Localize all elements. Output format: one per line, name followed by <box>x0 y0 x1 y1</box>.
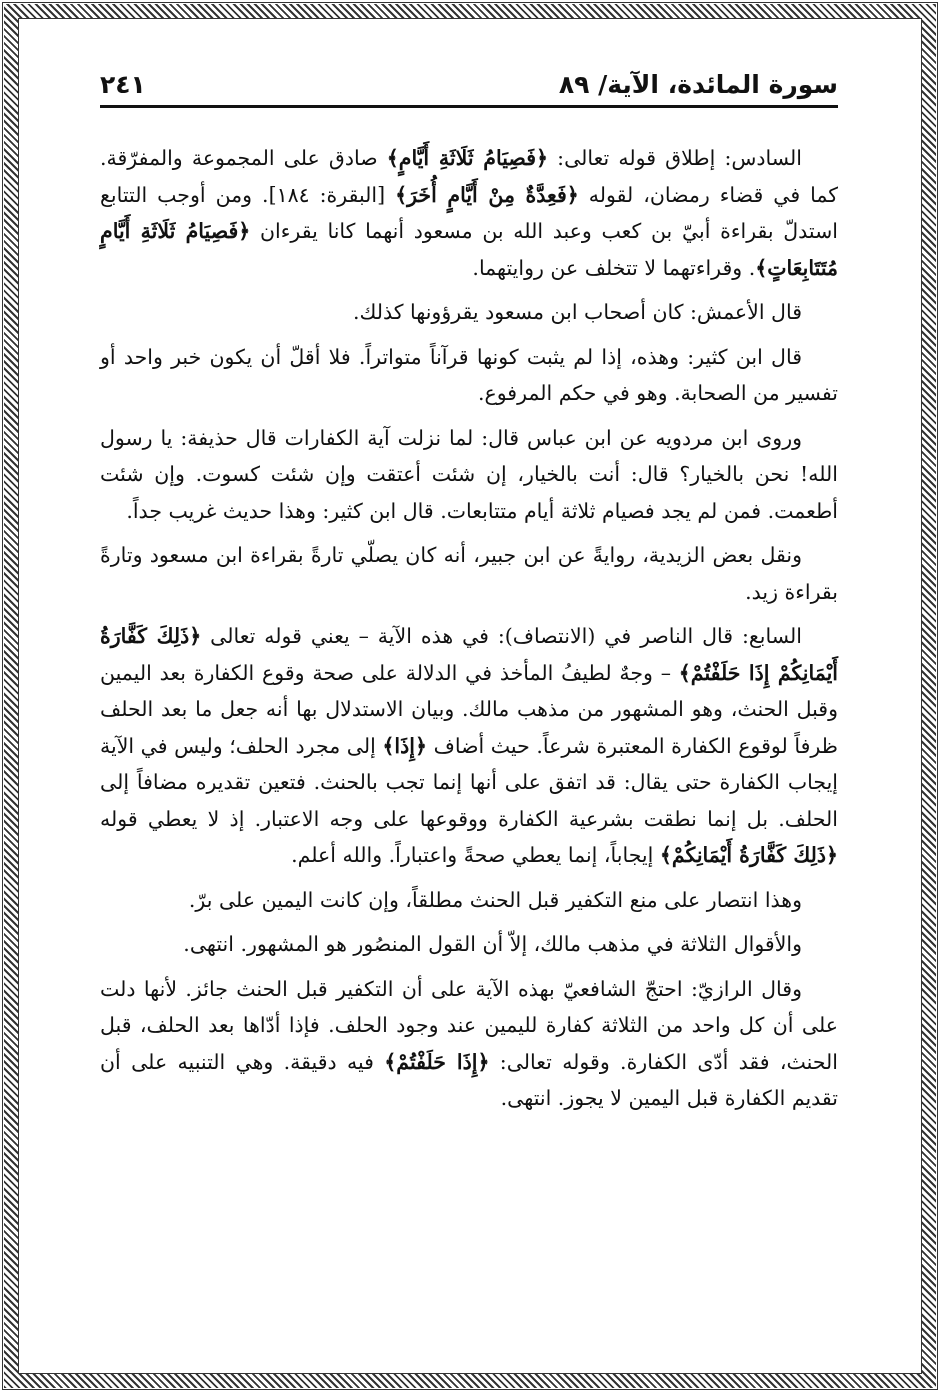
body-text: – وجهٌ لطيفُ المأخذ في الدلالة على صحة وقوع الكفارة بعد اليمين وقبل الحنث، وهو المشهور من مذهب مالك. وبيان الاستدلال بها أنه جعل ما بعد الحلف ظرفاً لوقوع الكفارة المعتبرة شرعاً. حيث أضاف <box>100 660 838 758</box>
body-text: فيه دقيقة. وهي التنبيه على أن تقديم الكفارة قبل اليمين لا يجوز. انتهى. <box>100 1049 838 1110</box>
body-text: السادس: إطلاق قوله تعالى: <box>548 146 802 170</box>
quran-verse: ﴿ذَلِكَ كَفَّارَةُ أَيْمَانِكُمْ﴾ <box>659 843 838 867</box>
paragraph <box>100 882 838 919</box>
quran-verse: ﴿فَصِيَامُ ثَلَاثَةِ أَيَّامٍ﴾ <box>386 146 549 170</box>
body-text: . وقراءتهما لا تتخلف عن روايتهما. <box>472 255 756 280</box>
paragraph <box>100 294 838 331</box>
body-text: وروى ابن مردويه عن ابن عباس قال: لما نزلت آية الكفارات قال حذيفة: يا رسول الله! نحن بالخيار؟ قال: أنت بالخيار، إن شئت أعتقت وإن شئت كسوت. وإن شئت أطعمت. فمن لم يجد فصيام ثلاثة أيام متتابعات. قال ابن كثير: وهذا حديث غريب جداً. <box>100 425 838 523</box>
page-number: ٢٤١ <box>100 70 146 99</box>
body-text: صادق على المجموعة والمفرّقة. كما في قضاء رمضان، لقوله <box>100 146 838 207</box>
page-body <box>100 140 838 1125</box>
paragraph <box>100 618 838 874</box>
quran-verse: ﴿إِذَا﴾ <box>382 733 427 758</box>
paragraph <box>100 339 838 412</box>
surah-title: سورة المائدة، الآية/ ٨٩ <box>558 70 838 99</box>
body-text: وقال الرازيّ: احتجّ الشافعيّ بهذه الآية على أن التكفير قبل الحنث جائز. لأنها دلت على أن كل واحد من الثلاثة كفارة لليمين عند وجود الحلف. فإذا أدّاها بعد الحلف، قبل الحنث، فقد أدّى الكفارة. وقوله تعالى: <box>100 976 838 1074</box>
body-text: السابع: قال الناصر في (الانتصاف): في هذه الآية – يعني قوله تعالى <box>201 624 802 648</box>
body-text: ونقل بعض الزيدية، روايةً عن ابن جبير، أنه كان يصلّي تارةً بقراءة ابن مسعود وتارةً بقراءة زيد. <box>100 543 838 604</box>
quran-verse: ﴿فَصِيَامُ ثَلَاثَةِ أَيَّامٍ مُتَتَابِعَاتٍ﴾ <box>100 219 838 280</box>
body-text: إيجاباً، إنما يعطي صحةً واعتباراً. والله أعلم. <box>291 843 660 867</box>
page-header <box>100 64 838 108</box>
body-text: [البقرة: ١٨٤]. ومن أوجب التتابع استدلّ بقراءة أبيّ بن كعب وعبد الله بن مسعود أنهما كانا يقرءان <box>100 182 838 243</box>
paragraph <box>100 971 838 1117</box>
paragraph <box>100 420 838 530</box>
body-text: وهذا انتصار على منع التكفير قبل الحنث مطلقاً، وإن كانت اليمين على برّ. <box>188 887 802 912</box>
paragraph <box>100 926 838 963</box>
body-text: والأقوال الثلاثة في مذهب مالك، إلاّ أن القول المنصُور هو المشهور. انتهى. <box>183 932 802 956</box>
body-text: إلى مجرد الحلف؛ وليس في الآية إيجاب الكفارة حتى يقال: قد اتفق على أنها إنما تجب بالحنث. فتعين تقديره مضافاً إلى الحلف. بل إنما نطقت بشرعية الكفارة ووقوعها على وجه الاعتبار. إذ لا يعطي قوله <box>100 733 838 831</box>
paragraph <box>100 140 838 286</box>
quran-verse: ﴿إِذَا حَلَفْتُمْ﴾ <box>384 1049 490 1074</box>
paragraph <box>100 537 838 610</box>
body-text: قال ابن كثير: وهذه، إذا لم يثبت كونها قرآناً متواتراً. فلا أقلّ أن يكون خبر واحد أو تفسير من الصحابة. وهو في حكم المرفوع. <box>100 344 838 405</box>
quran-verse: ﴿ذَلِكَ كَفَّارَةُ أَيْمَانِكُمْ إِذَا حَلَفْتُمْ﴾ <box>100 624 838 685</box>
body-text: قال الأعمش: كان أصحاب ابن مسعود يقرؤونها كذلك. <box>352 300 802 324</box>
quran-verse: ﴿فَعِدَّةٌ مِنْ أَيَّامٍ أُخَرَ﴾ <box>395 182 579 207</box>
